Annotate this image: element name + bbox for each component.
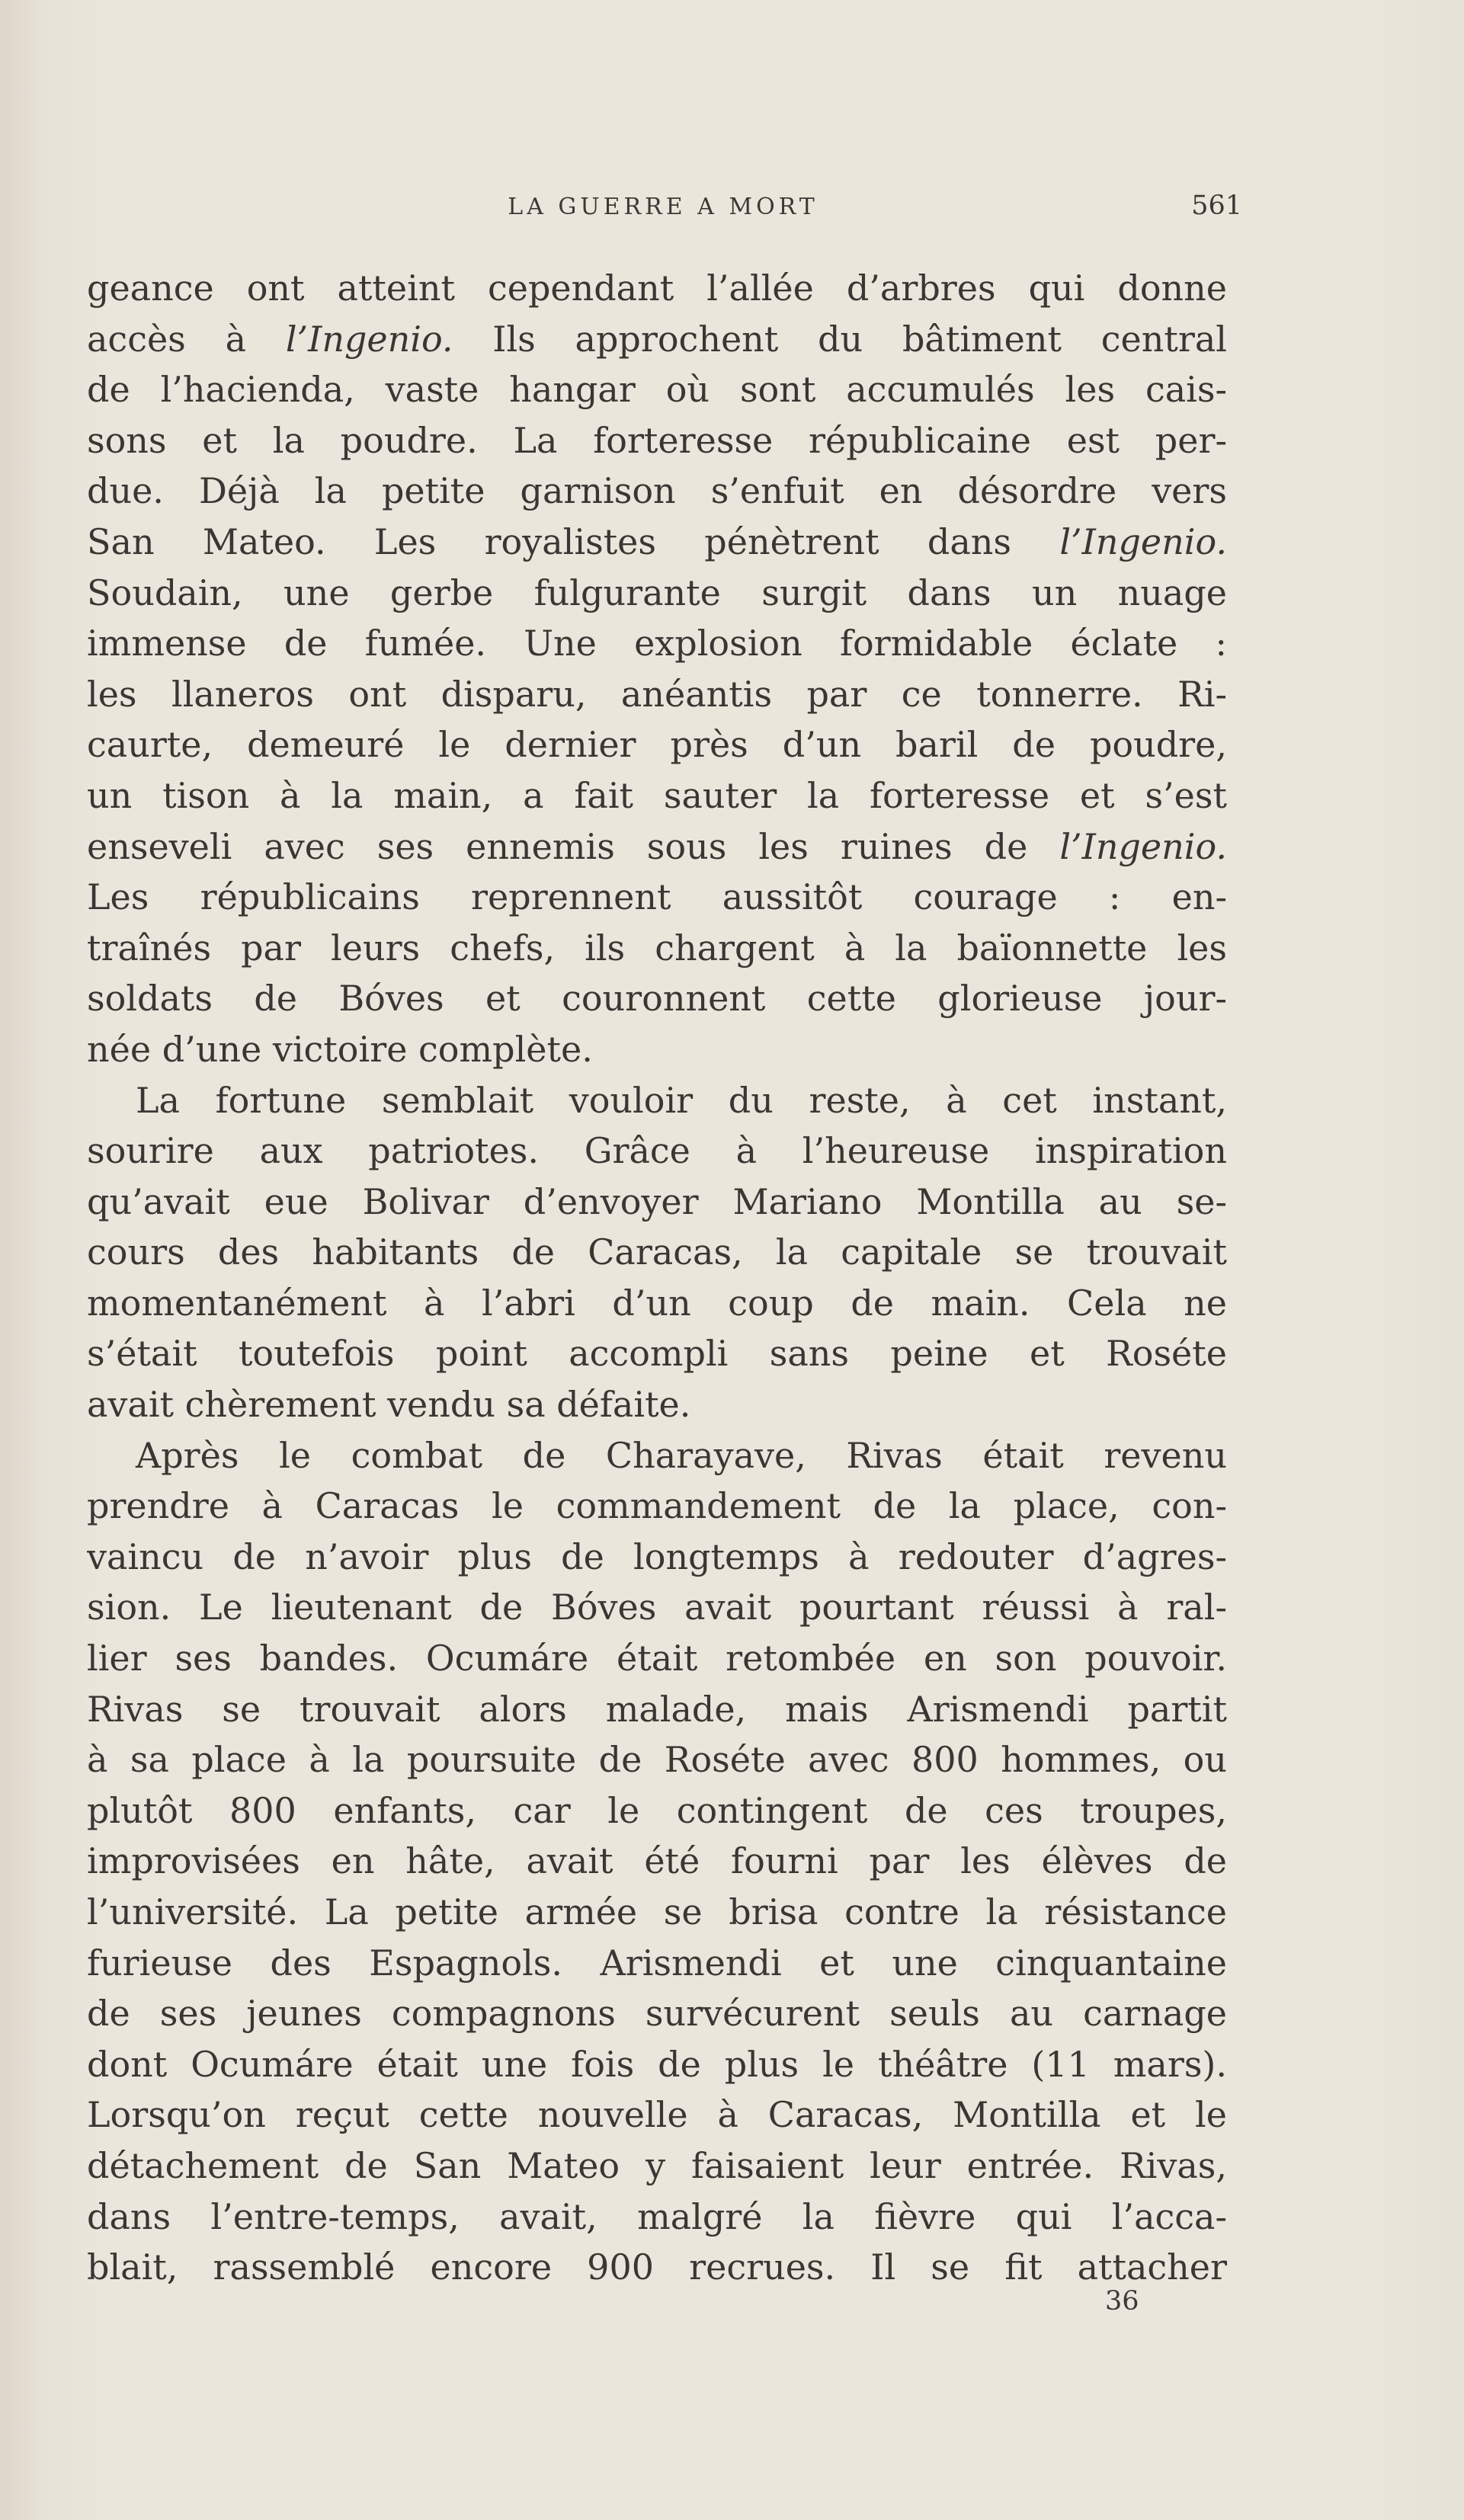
text-line xyxy=(87,719,1227,770)
text-line xyxy=(87,923,1227,974)
text-line xyxy=(87,821,1227,873)
text-segment: sourire aux patriotes. Grâce à l’heureuse inspiration xyxy=(87,1130,1227,1172)
text-line xyxy=(87,1836,1227,1887)
text-line xyxy=(87,263,1227,314)
text-segment: soldats de Bóves et couronnent cette glorieuse jour- xyxy=(87,978,1227,1020)
paragraph xyxy=(87,263,1227,1075)
text-segment: blait, rassemblé encore 900 recrues. Il se fit attacher xyxy=(87,2246,1227,2288)
page-number: 561 xyxy=(1191,191,1242,221)
text-segment: San Mateo. Les royalistes pénètrent dans xyxy=(87,520,1060,562)
text-segment: momentanément à l’abri d’un coup de main. Cela ne xyxy=(87,1282,1227,1324)
text-line xyxy=(87,1430,1227,1481)
text-line xyxy=(87,2141,1227,2192)
text-segment: lier ses bandes. Ocumáre était retombée en son pouvoir. xyxy=(87,1638,1227,1679)
text-segment: vaincu de n’avoir plus de longtemps à redouter d’agres- xyxy=(87,1535,1227,1577)
text-segment: Les républicains reprennent aussitôt courage : en- xyxy=(87,876,1227,918)
text-line xyxy=(87,1328,1227,1379)
text-segment: l’Ingenio. xyxy=(285,318,453,360)
text-line xyxy=(87,2039,1227,2090)
text-segment: due. Déjà la petite garnison s’enfuit en désordre vers xyxy=(87,470,1227,512)
text-segment: sons et la poudre. La forteresse républicaine est per- xyxy=(87,419,1227,461)
text-segment: l’université. La petite armée se brisa contre la résistance xyxy=(87,1891,1227,1932)
text-segment: qu’avait eue Bolivar d’envoyer Mariano Montilla au se- xyxy=(87,1180,1227,1222)
text-line xyxy=(87,2089,1227,2141)
text-line xyxy=(87,770,1227,821)
text-segment: Ils approchent du bâtiment central xyxy=(453,318,1227,360)
text-line xyxy=(87,517,1227,568)
text-line xyxy=(87,2192,1227,2243)
text-line xyxy=(87,1785,1227,1836)
text-segment: cours des habitants de Caracas, la capitale se trouvait xyxy=(87,1231,1227,1273)
text-segment: La fortune semblait vouloir du reste, à cet instant, xyxy=(136,1079,1227,1121)
text-line xyxy=(87,364,1227,415)
running-title: LA GUERRE A MORT xyxy=(508,194,818,220)
text-segment: geance ont atteint cependant l’allée d’arbres qui donne xyxy=(87,267,1227,309)
text-segment: traînés par leurs chefs, ils chargent à la baïonnette les xyxy=(87,927,1227,969)
text-segment: furieuse des Espagnols. Arismendi et une cinquantaine xyxy=(87,1942,1227,1984)
text-line xyxy=(87,1734,1227,1785)
text-line xyxy=(87,1988,1227,2039)
paragraph xyxy=(87,1430,1227,2293)
text-line xyxy=(87,466,1227,517)
text-line xyxy=(87,1887,1227,1938)
text-segment: Soudain, une gerbe fulgurante surgit dans un nuage xyxy=(87,572,1227,613)
text-line xyxy=(87,1126,1227,1177)
text-line xyxy=(87,2242,1227,2293)
text-segment: détachement de San Mateo y faisaient leur entrée. Rivas, xyxy=(87,2144,1227,2186)
text-line xyxy=(87,568,1227,619)
text-line xyxy=(87,1684,1227,1735)
text-segment: née d’une victoire complète. xyxy=(87,1028,593,1070)
text-line xyxy=(87,618,1227,669)
paragraph xyxy=(87,1075,1227,1430)
text-segment: de l’hacienda, vaste hangar où sont accumulés les cais- xyxy=(87,369,1227,411)
body-text xyxy=(87,263,1227,2293)
text-line xyxy=(87,1582,1227,1633)
text-segment: l’Ingenio. xyxy=(1059,825,1227,867)
text-line xyxy=(87,1075,1227,1126)
text-line xyxy=(87,1024,1227,1075)
text-segment: de ses jeunes compagnons survécurent seuls au carnage xyxy=(87,1993,1227,2035)
text-segment: avait chèrement vendu sa défaite. xyxy=(87,1384,691,1426)
text-line xyxy=(87,314,1227,365)
text-segment: dont Ocumáre était une fois de plus le théâtre (11 mars). xyxy=(87,2043,1227,2085)
printer-signature-mark: 36 xyxy=(1105,2286,1139,2317)
text-segment: plutôt 800 enfants, car le contingent de ces troupes, xyxy=(87,1789,1227,1831)
text-line xyxy=(87,1481,1227,1532)
text-line xyxy=(87,872,1227,923)
text-segment: les llaneros ont disparu, anéantis par ce tonnerre. Ri- xyxy=(87,673,1227,715)
text-line xyxy=(87,1633,1227,1684)
text-line xyxy=(87,1938,1227,1989)
text-line xyxy=(87,669,1227,720)
text-segment: Après le combat de Charayave, Rivas était revenu xyxy=(136,1434,1227,1476)
page-header xyxy=(84,189,1242,227)
text-line xyxy=(87,415,1227,466)
text-segment: accès à xyxy=(87,318,286,360)
text-segment: caurte, demeuré le dernier près d’un baril de poudre, xyxy=(87,724,1227,766)
text-segment: dans l’entre-temps, avait, malgré la fièvre qui l’acca- xyxy=(87,2195,1227,2237)
text-segment: Rivas se trouvait alors malade, mais Arismendi partit xyxy=(87,1688,1227,1730)
text-segment: s’était toutefois point accompli sans peine et Roséte xyxy=(87,1333,1227,1375)
text-line xyxy=(87,1278,1227,1329)
text-line xyxy=(87,1379,1227,1430)
text-segment: immense de fumée. Une explosion formidable éclate : xyxy=(87,623,1227,664)
text-segment: enseveli avec ses ennemis sous les ruines de xyxy=(87,825,1060,867)
text-line xyxy=(87,973,1227,1024)
text-segment: un tison à la main, a fait sauter la forteresse et s’est xyxy=(87,774,1227,816)
text-segment: improvisées en hâte, avait été fourni par les élèves de xyxy=(87,1840,1227,1882)
text-segment: prendre à Caracas le commandement de la place, con- xyxy=(87,1485,1227,1527)
text-line xyxy=(87,1532,1227,1583)
text-line xyxy=(87,1227,1227,1278)
text-segment: l’Ingenio. xyxy=(1059,520,1227,562)
text-line xyxy=(87,1177,1227,1228)
text-segment: sion. Le lieutenant de Bóves avait pourtant réussi à ral- xyxy=(87,1587,1227,1628)
text-segment: à sa place à la poursuite de Roséte avec 800 hommes, ou xyxy=(87,1739,1227,1781)
text-segment: Lorsqu’on reçut cette nouvelle à Caracas, Montilla et le xyxy=(87,2094,1227,2136)
